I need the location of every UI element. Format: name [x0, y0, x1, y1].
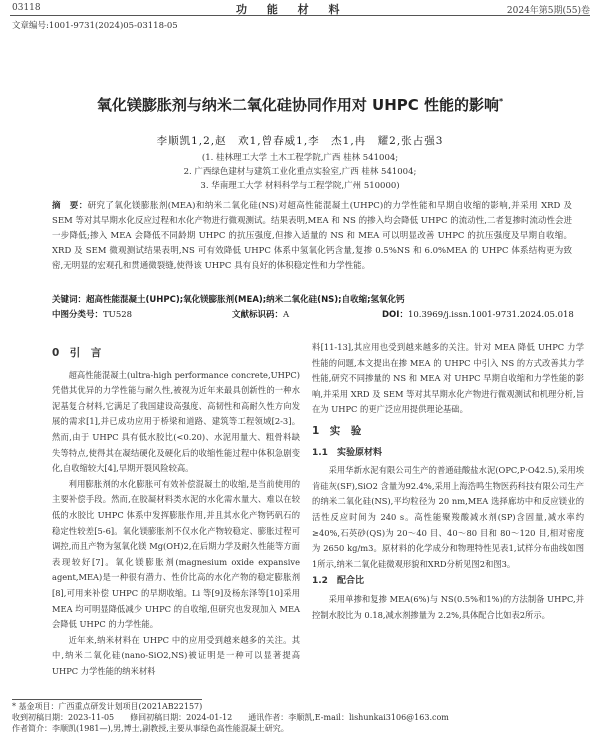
doi-label: DOI：: [382, 310, 408, 320]
title-footnote-mark: *: [499, 97, 504, 106]
paragraph: 采用单掺和复掺 MEA(6%)与 NS(0.5%和1%)的方法制备 UHPC,并控制水胶比为 0.18,减水剂掺量为 2.2%,具体配合比如表2所示。: [312, 593, 584, 620]
code-label: 文献标识码：: [232, 310, 284, 320]
keywords: [52, 293, 572, 305]
code-value: A: [283, 310, 290, 320]
header-rule: [10, 15, 590, 16]
abstract: [52, 199, 572, 274]
subsection-mix-heading: 1.2 配合比: [312, 576, 364, 587]
title-text: 氧化镁膨胀剂与纳米二氧化硅协同作用对 UHPC 性能的影响: [96, 96, 499, 114]
page-number: 03118: [12, 3, 41, 13]
journal-issue: 2024年第5期(55)卷: [506, 6, 590, 16]
keywords-text: 超高性能混凝土(UHPC);氧化镁膨胀剂(MEA);纳米二氧化硅(NS);自收缩;氢氧化钙: [86, 295, 405, 305]
paragraph: 超高性能混凝土(ultra-high performance concrete,UHPC)凭借其优异的力学性能与耐久性,被视为近年来最具创新性的一种水泥基复合材料,它满足了我国建设高强度、高韧性和高耐久性方向发展的需求[1],并已成功应用于桥梁和道路、建筑等工程领域[2-3]。然而,由于 UHPC 具有低水胶比(<0.20)、水泥用量大、粗骨料缺失等特点,使得其在凝结硬化及硬化后的收缩性能过程中体积急剧变化,自收缩较大[4],早期开裂风险较高。: [52, 369, 300, 474]
doi: [382, 308, 574, 320]
clc-value: TU528: [103, 310, 133, 320]
article-number: 文章编号:1001-9731(2024)05-03118-05: [12, 21, 178, 31]
subsection-materials-heading: 1.1 实验原材料: [312, 447, 382, 458]
paragraph: 利用膨胀剂的水化膨胀可有效补偿混凝土的收缩,是当前使用的主要补偿手段。然而,在胶凝材料类水泥的水化需水量大、难以在较低的水胶比 UHPC 体系中发挥膨胀作用,并且其水化产物钙矾石的稳定性较差[5-6]。氧化镁膨胀剂不仅水化产物较稳定、膨胀过程可调控,而且产物为氢氧化镁 Mg(OH)2,在后期力学及耐久性能等方面表现较好[7]。氧化镁膨胀剂(magnesium oxide expansive agent,MEA)是一种很有潜力、性价比高的水化产物的稳定膨胀剂[8],可用来补偿 UHPC 的早期收缩。Li 等[9]及杨东泽等[10]采用 MEA 均可明显降低减少 UHPC 的自收缩,但研究也发现加入 MEA 会降低 UHPC 的力学性能。: [52, 478, 300, 630]
footnote-bio: 作者简介：李顺凯(1981—),男,博士,副教授,主要从事绿色高性能混凝土研究。: [12, 724, 289, 733]
footnote-fund: * 基金项目：广西重点研发计划项目(2021AB22157): [12, 702, 203, 711]
document-code: [232, 308, 289, 320]
clc-label: 中图分类号：: [52, 310, 104, 320]
doi-value: 10.3969/j.issn.1001-9731.2024.05.018: [407, 310, 574, 320]
paragraph: 采用华新水泥有限公司生产的普通硅酸盐水泥(OPC,P·O42.5),采用埃肯硅灰(SF),SiO2 含量为92.4%,采用上海浩鸣生物医药科技有限公司生产的纳米二氧化硅(NS),平均粒径为 20 nm,MEA 选择廊坊中和反应镁业的活性反应时间为 240 s。高性能聚羧酸减水剂(SP)含固量,减水率约 ≥40%,石英砂(QS)为 20～40 目、40～80 目和 80～120 目,相对密度为 2650 kg/m3。原材料的化学成分和物理特性见表1,试样分布曲线如图1所示,纳米二氧化硅微观形貌和XRD分析见图2和图3。: [312, 465, 584, 569]
affiliation-3: 3. 华南理工大学 材料科学与工程学院,广州 510000): [200, 181, 400, 191]
footnote-dates: 收到初稿日期：2023-11-05 修回初稿日期：2024-01-12 通讯作者：李顺凯,E-mail：lishunkai3106@163.com: [12, 713, 449, 722]
affiliation-1: (1. 桂林理工大学 土木工程学院,广西 桂林 541004;: [201, 153, 399, 163]
paragraph: 料[11-13],其应用也受到越来越多的关注。针对 MEA 降低 UHPC 力学性能的问题,本文提出在掺 MEA 的 UHPC 中引入 NS 的方式改善其力学性能,研究不同掺量的 NS 和 MEA 对 UHPC 早期自收缩和力学性能的影响,并采用 XRD 及 SEM 等对其早期水化产物进行微观测试和机理分析,旨在为 UHPC 的更广泛应用提供理论基础。: [312, 342, 584, 415]
paragraph: 近年来,纳米材料在 UHPC 中的应用受到越来越多的关注。其中,纳米二氧化硅(nano-SiO2,NS)被证明是一种可以显著提高 UHPC 力学性能的纳米材料: [52, 634, 300, 676]
right-column: [312, 340, 584, 623]
left-column: [52, 340, 300, 679]
section-introduction-heading: 0 引 言: [52, 347, 102, 359]
section-experiment-heading: 1 实 验: [312, 424, 362, 437]
abstract-label: 摘 要：: [52, 201, 88, 211]
keywords-label: 关键词：: [52, 295, 87, 305]
author-list: 李顺凯1,2,赵 欢1,曾春威1,李 杰1,冉 耀2,张占强3: [156, 135, 444, 147]
footnote-rule: [12, 699, 202, 700]
clc-number: [52, 308, 132, 320]
abstract-text: 研究了氧化镁膨胀剂(MEA)和纳米二氧化硅(NS)对超高性能混凝土(UHPC)的力学性能和早期自收缩的影响,并采用 XRD 及 SEM 等对其早期水化反应过程和水化产物进行微观测试。结果表明,MEA 和 NS 的掺入均会降低 UHPC 的流动性,二者复掺时流动性会进一步降低;掺入 MEA 会降低不同龄期 UHPC 的抗压强度,但掺入适量的 NS 和 MEA 可以明显改善 UHPC 的抗压强度及早期自收缩。XRD 及 SEM 微观测试结果表明,NS 可有效降低 UHPC 体系中氢氧化钙含量,复掺 0.5%NS 和 6.0%MEA 的 UHPC 体系结构更为致密,无明显的宏观孔和贯通微裂缝,使得该 UHPC 具有良好的体积稳定性和力学性能。: [52, 201, 572, 271]
paper-title: [0, 94, 600, 115]
journal-name: 功 能 材 料: [236, 3, 348, 16]
affiliation-2: 2. 广西绿色建材与建筑工业化重点实验室,广西 桂林 541004;: [183, 167, 417, 177]
